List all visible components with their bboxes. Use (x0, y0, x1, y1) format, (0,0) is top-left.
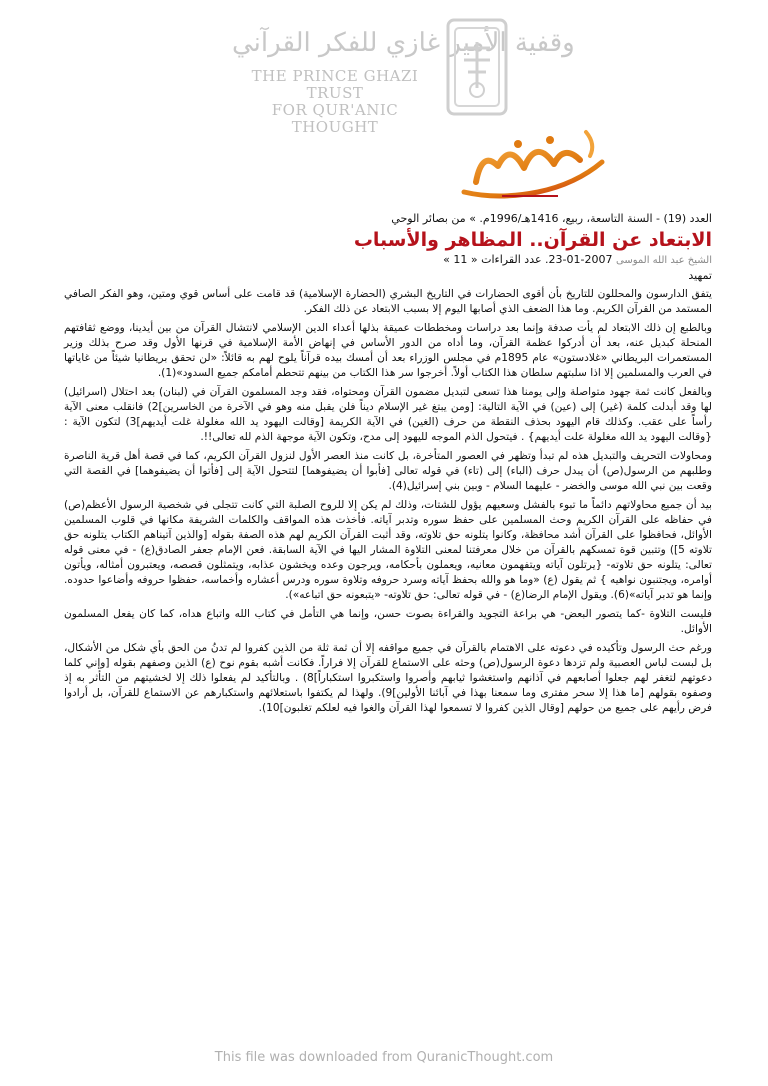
paragraph: بيد أن جميع محاولاتهم دائماً ما تبوء بالفشل وسعيهم يؤول للشتات، وذلك لم يكن إلا للروح الصلبة التي كانت تتجلى في شخصية الرسول الأعظم(ص) في حفاظه على القرآن الكريم وحث المسلمين على حفظ سوره وتدبر آياته. فأخذت هذه المواقف والكلمات الشريفة مكانها في قلوب المسلمين الأوائل، فحافظوا على القرآن أشد محافظة، وكانوا يتلونه حق تلاوته، وقد أثبت القرآن الكريم لهم هذه الصفة بقوله [والذين آتيناهم الكتاب يتلونه حق تلاوته 5]) وتتبين قوة تمسكهم بالقرآن من خلال معرفتنا لمعنى التلاوة المشار اليها في الآية السابقة. فعن الإمام جعفر الصادق(ع) - في معنى قوله تعالى: يتلونه حق تلاوته- {يرتلون آياته ويتفهمون معانيه، ويعملون بأحكامه، ويرجون وعده ويخشون عذابه، ويتمثلون قصصه، ويعتبرون أمثاله، ويأتون أوامره، ويجتنبون نواهيه } ثم يقول (ع) «وما هو والله بحفظ آياته وسرد حروفه وتلاوة سوره ودرس أعشاره وأخماسه، حفظوا حروفه وأضاعوا حدوده. وإنما هو تدبر آياته»(6). ويقول الإمام الرضا(ع) - في قوله تعالى: حق تلاوته- «يتبعونه حق اتباعه»). (64, 499, 712, 601)
article-title: الابتعاد عن القرآن.. المظاهر والأسباب (353, 229, 712, 251)
paragraph: وبالفعل كانت ثمة جهود متواصلة وإلى يومنا هذا تسعى لتبديل مضمون القرآن ومحتواه، فقد وجد المسلمون القرآن في (لبنان) بعد احتلال (اسرائيل) لها وقد أبدلت كلمة (غير) إلى (عين) في الآية التالية: [ومن يبتغ غير الإسلام ديناً فلن يقبل منه وهو في الآخرة من الخاسرين]2) فانقلب معنى الآية رأساً على عقب. وكذلك قام اليهود بحذف النقطة من حرف (الغين) في الآية الكريمة [وقالت اليهود يد الله مغلولة غلت أيديهم]3) لتكون الآية : {وقالت اليهود يد الله مغلولة علت أيديهم} . فيتحول الذم الموجه لليهود إلى مدح، وتكون الآية موجهة الذم لله تعالى!!. (64, 386, 712, 443)
prince-ghazi-trust-logo (222, 18, 575, 136)
paragraph: ورغم حث الرسول وتأكيده في دعوته على الاهتمام بالقرآن في جميع مواقفه إلا أن ثمة ثلة من الذين كفروا لم تدنُ من الحق بأي شكل من الأشكال، بل لبست لباس العصبية ولم تزدها دعوة الرسول(ص) وحثه على الاستماع للقرآن إلا فراراً. فكانت أشبه بقوم نوح (ع) الذين وصفهم بقوله [وإني كلما دعوتهم لتغفر لهم جعلوا أصابعهم في آذانهم واستغشوا ثيابهم وأصروا واستكبروا استكباراً]8) . وبالتأكيد لم يفعلوا ذلك إلا لخشيتهم من التأثر به إذ وصفوه بقولهم [ما هذا إلا سحر مفترى وما سمعنا بهذا في آبائنا الأولين]9). ولهذا لم يكتفوا باستعلائهم واستكبارهم عن الاستماع للقرآن، بل أرادوا فرض رأيهم على جميع من حولهم [وقال الذين كفروا لا تسمعوا لهذا القرآن والغوا فيه لعلكم تغلبون]10). (64, 642, 712, 714)
paragraph: يتفق الدارسون والمحللون للتاريخ بأن أقوى الحضارات في التاريخ البشري (الحضارة الإسلامية) قد قامت على أساس قوي ومتين، وهو الفكر الصافي المستمد من القرآن الكريم. وما هذا الضعف الذي أصابها اليوم إلا بسبب الابتعاد عن ذلك الفكر. (64, 288, 712, 315)
intro-heading: تمهيد (688, 269, 712, 282)
readings-count: عدد القراءات « 11 » (443, 253, 542, 266)
article (64, 212, 712, 716)
publish-date: 2007-01-23. (545, 253, 613, 266)
article-meta (64, 253, 712, 268)
trust-name-english-line2: FOR QUR'ANIC THOUGHT (271, 101, 399, 136)
paragraph: ومحاولات التحريف والتبديل هذه لم تبدأ وتظهر في العصور المتأخرة، بل كانت منذ العصر الأول لنزول القرآن الكريم، كما في قصة أهل قرية الناصرة وطلبهم من الرسول(ص) أن يبدل حرف (الباء) إلى (تاء) في قوله تعالى [فأبوا أن يضيفوهما] لتتحول الآية إلى [فأتوا أن يضيفوهما] في القصة التي وقعت بين نبي الله موسى والخضر - عليهما السلام - وبين بني إسرائيل(4). (64, 450, 712, 492)
trust-name-arabic: وقفية الأمير غازي للفكر القرآني (232, 28, 575, 58)
trust-name-english-line1: THE PRINCE GHAZI TRUST (251, 67, 419, 102)
paragraph: وبالطبع إن ذلك الابتعاد لم يأت صدفة وإنما بعد دراسات ومخططات عميقة بذلها أعداء الدين الإسلامي لانتشال القرآن من بين أيدينا، ووضع ثقافتهم المنحلة كبديل عنه، بعد أن أدركوا عظمة القرآن، وما أداه من الدور الأساس في إنهاض الأمة الإسلامية في قرنها الأول وقد صرح بذلك وزير المستعمرات البريطاني «غلادستون» عام 1895م في مجلس الوزراء بعد أن أمسك بيده قرآناً يلوح لهم به قائلاً: «لن تحقق بريطانيا شيئاً من غاياتها في العرب والمسلمين إلا اذا سلبتهم سلطان هذا الكتاب أولاً. أخرجوا سر هذا الكتاب من بينهم تتحطم أمامكم جميع السدود»(1). (64, 322, 712, 379)
issue-line: العدد (19) - السنة التاسعة، ربيع، 1416هـ/1996م. » من بصائر الوحي (391, 212, 712, 225)
trust-seal-icon (444, 18, 510, 118)
download-footer-note: This file was downloaded from QuranicThought.com (214, 1050, 554, 1065)
paragraph: فليست التلاوة -كما يتصور البعض- هي براعة التجويد والقراءة بصوت حسن، وإنما هي التأمل في كتاب الله واتباع هداه، كما كان يفعل المسلمون الأوائل. (64, 608, 712, 635)
trust-name-english (230, 68, 440, 136)
author-name: الشيخ عبد الله الموسى (616, 255, 712, 266)
al-basair-journal-logo (458, 122, 608, 204)
